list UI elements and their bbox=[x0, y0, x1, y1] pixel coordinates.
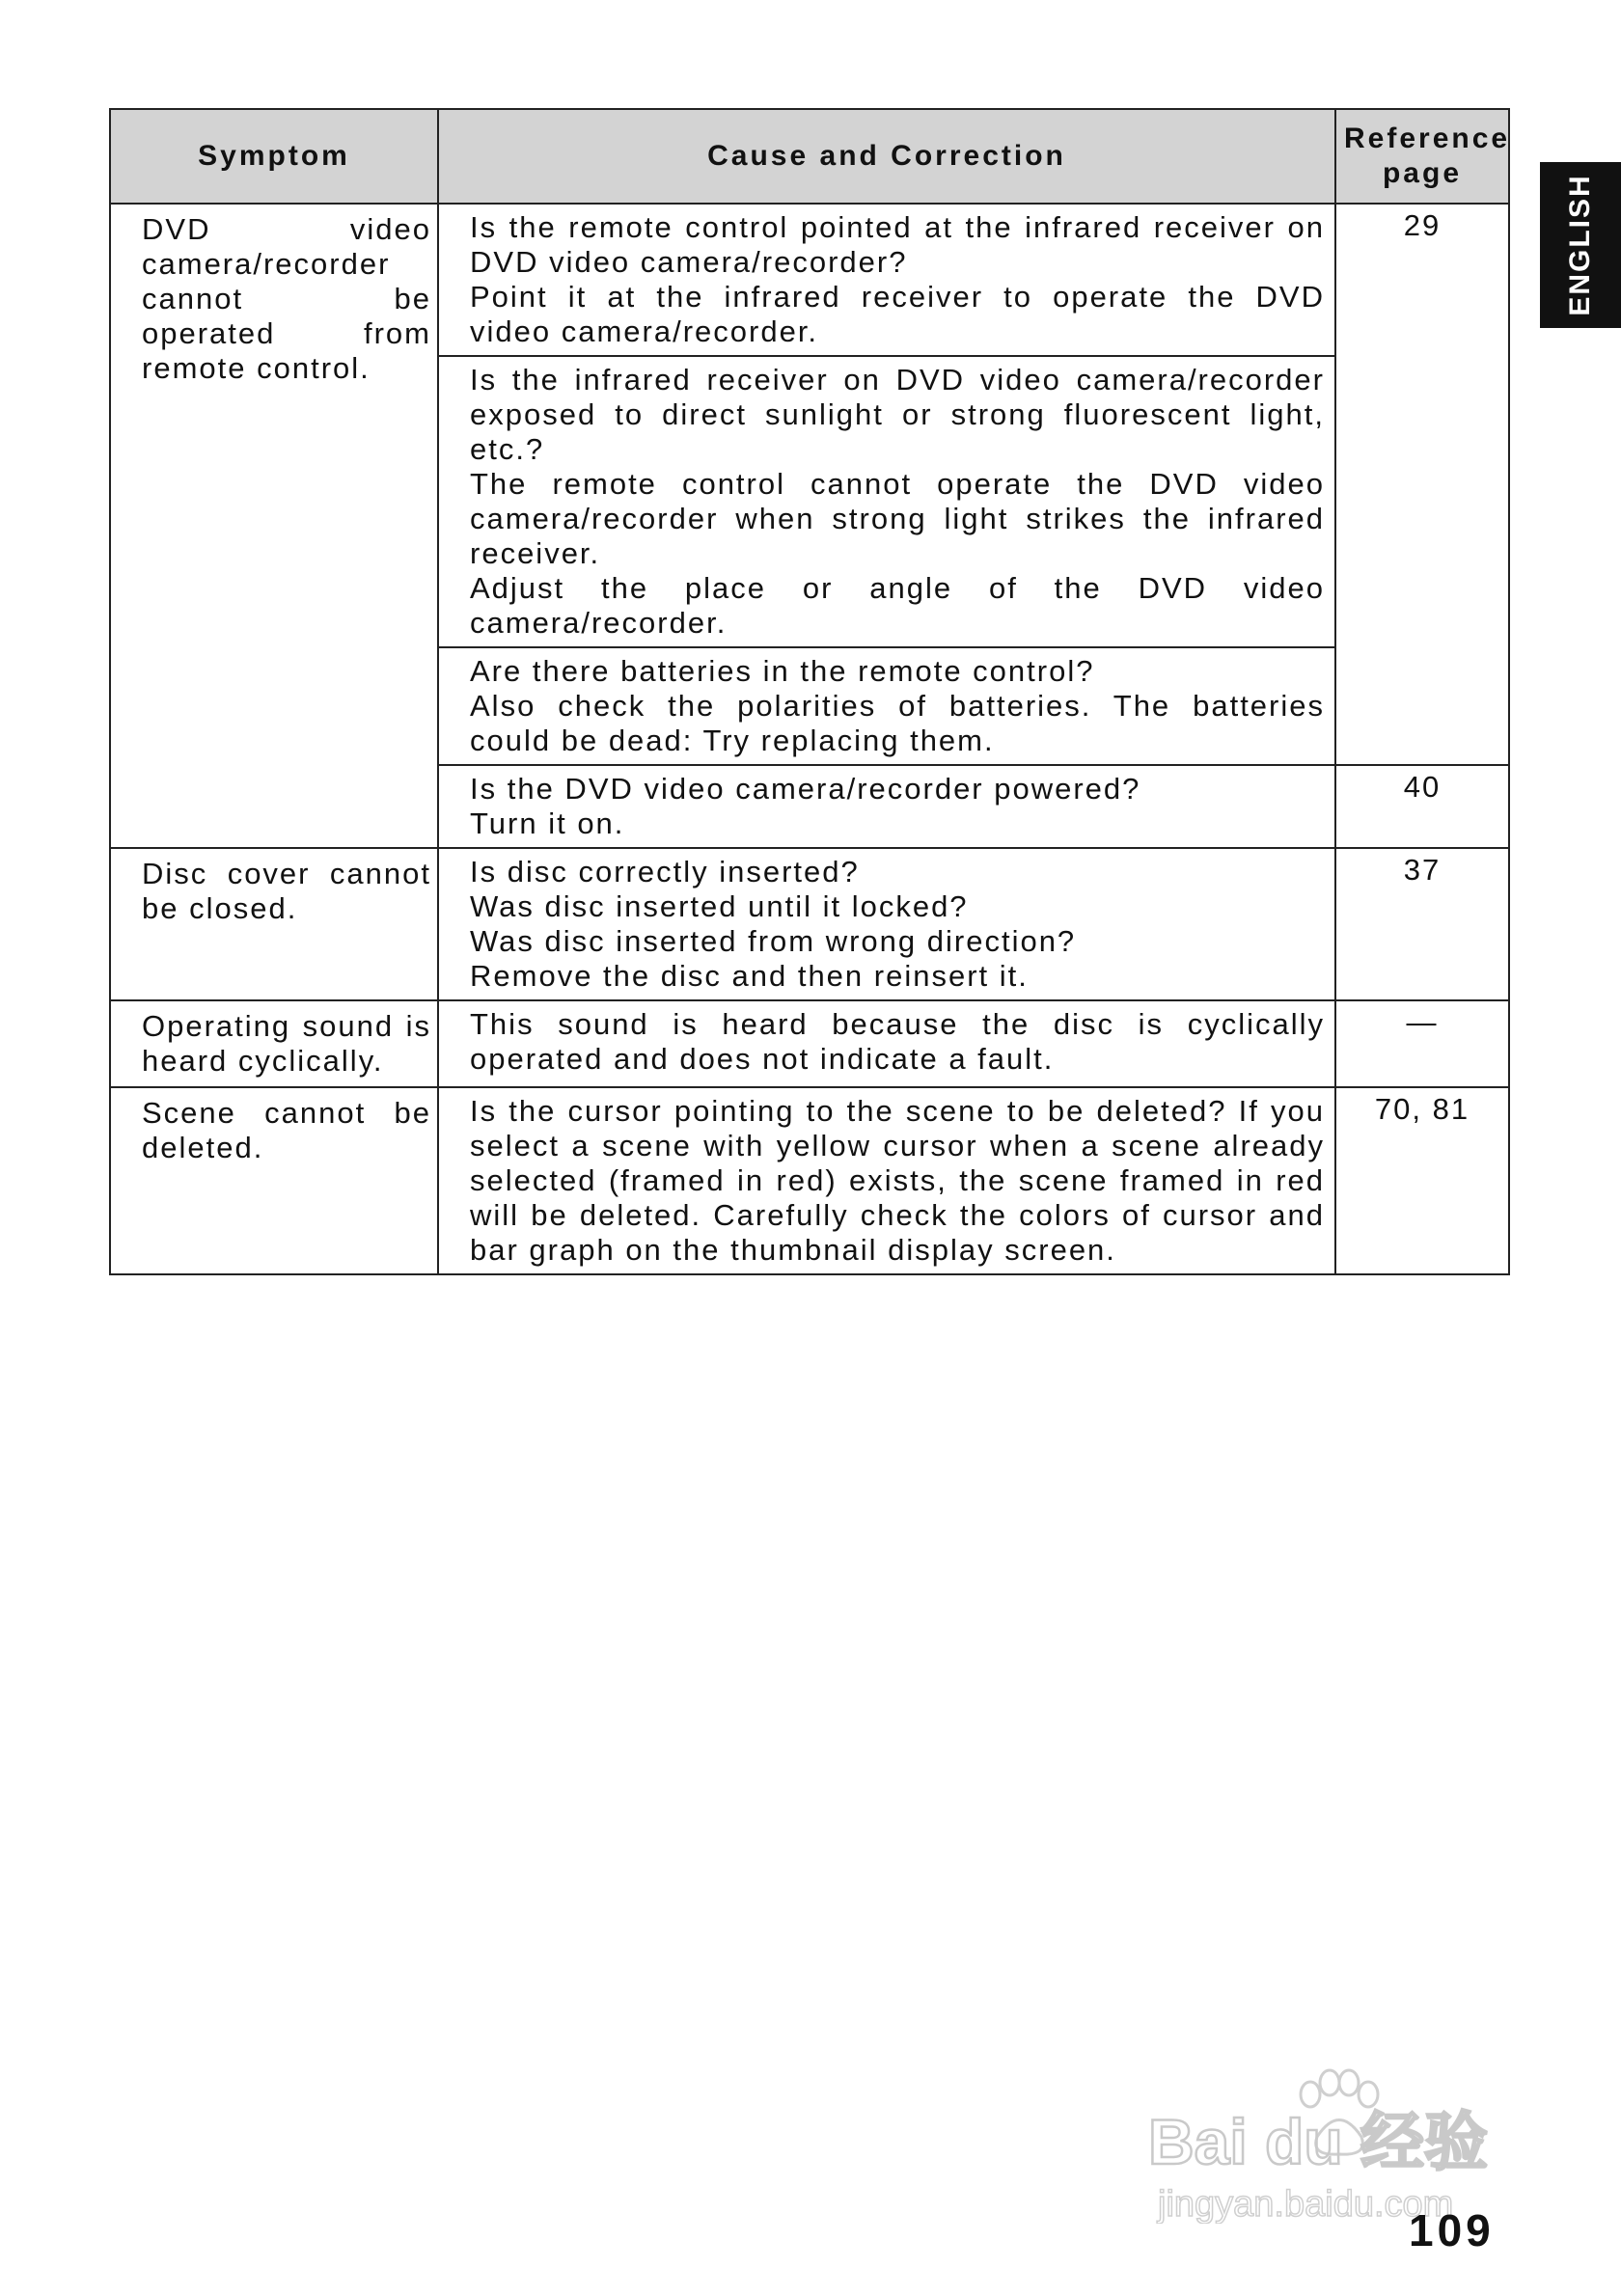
symptom-text: Disc cover cannot be closed. bbox=[142, 857, 431, 925]
cause-cell bbox=[438, 765, 1335, 848]
symptom-cell bbox=[110, 1087, 438, 1274]
symptom-text: Scene cannot be deleted. bbox=[142, 1096, 431, 1164]
table-row bbox=[110, 848, 1509, 1000]
cause-line: Was disc inserted from wrong direction? bbox=[470, 924, 1077, 958]
reference-page: 70, 81 bbox=[1374, 1092, 1470, 1126]
cause-question: Is the infrared receiver on DVD video camera/recorder exposed to direct sunlight or strong fluorescent light, etc.? bbox=[470, 363, 1325, 466]
cause-question: Are there batteries in the remote control? bbox=[470, 654, 1095, 688]
cause-cell bbox=[438, 647, 1335, 765]
symptom-text: DVD video camera/recorder cannot be operated from remote control. bbox=[142, 212, 431, 385]
watermark-brand: Bai du 经验 bbox=[1148, 2106, 1489, 2177]
cause-correction: Adjust the place or angle of the DVD video camera/recorder. bbox=[470, 571, 1325, 640]
cause-correction: Turn it on. bbox=[470, 806, 625, 840]
language-tab-label: ENGLISH bbox=[1564, 174, 1596, 316]
baidu-watermark bbox=[1139, 2050, 1525, 2224]
cause-question: Is the remote control pointed at the infrared receiver on DVD video camera/recorder? bbox=[470, 210, 1325, 279]
reference-cell bbox=[1335, 204, 1509, 765]
symptom-cell bbox=[110, 1000, 438, 1087]
cause-line: Remove the disc and then reinsert it. bbox=[470, 959, 1029, 993]
header-symptom: Symptom bbox=[110, 109, 438, 204]
symptom-text: Operating sound is heard cyclically. bbox=[142, 1009, 431, 1078]
cause-correction: Point it at the infrared receiver to operate the DVD video camera/recorder. bbox=[470, 280, 1325, 348]
reference-page: — bbox=[1406, 1005, 1439, 1039]
language-tab bbox=[1540, 162, 1621, 328]
cause-line: Is the cursor pointing to the scene to be deleted? If you select a scene with yellow cursor when a scene already selected (framed in red) exists, the scene framed in red will be deleted. Carefully check the colors of cursor and bar graph on the thumbnail display screen. bbox=[470, 1094, 1325, 1267]
reference-page: 37 bbox=[1403, 853, 1442, 887]
symptom-cell bbox=[110, 204, 438, 848]
reference-cell bbox=[1335, 1000, 1509, 1087]
watermark-url: jingyan.baidu.com bbox=[1158, 2184, 1454, 2224]
cause-cell bbox=[438, 204, 1335, 356]
reference-page: 29 bbox=[1403, 208, 1442, 242]
cause-question: Is the DVD video camera/recorder powered? bbox=[470, 772, 1141, 806]
troubleshooting-table bbox=[109, 108, 1510, 1275]
reference-page: 40 bbox=[1403, 770, 1442, 804]
cause-cell bbox=[438, 848, 1335, 1000]
cause-correction: Also check the polarities of batteries. The batteries could be dead: Try replacing them. bbox=[470, 689, 1325, 757]
cause-cell bbox=[438, 1087, 1335, 1274]
cause-line: Was disc inserted until it locked? bbox=[470, 889, 969, 923]
table-row bbox=[110, 1087, 1509, 1274]
cause-cell bbox=[438, 1000, 1335, 1087]
reference-cell bbox=[1335, 848, 1509, 1000]
cause-cell bbox=[438, 356, 1335, 647]
table-row bbox=[110, 204, 1509, 356]
cause-line: This sound is heard because the disc is cyclically operated and does not indicate a fault. bbox=[470, 1007, 1325, 1076]
reference-cell bbox=[1335, 765, 1509, 848]
page-number: 109 bbox=[1409, 2205, 1495, 2255]
cause-line: Is disc correctly inserted? bbox=[470, 855, 860, 888]
table-header-row bbox=[110, 109, 1509, 204]
cause-explanation: The remote control cannot operate the DVD video camera/recorder when strong light strikes the infrared receiver. bbox=[470, 467, 1325, 570]
table-row bbox=[110, 1000, 1509, 1087]
header-reference-page: Reference page bbox=[1335, 109, 1509, 204]
header-cause-correction: Cause and Correction bbox=[438, 109, 1335, 204]
reference-cell bbox=[1335, 1087, 1509, 1274]
symptom-cell bbox=[110, 848, 438, 1000]
